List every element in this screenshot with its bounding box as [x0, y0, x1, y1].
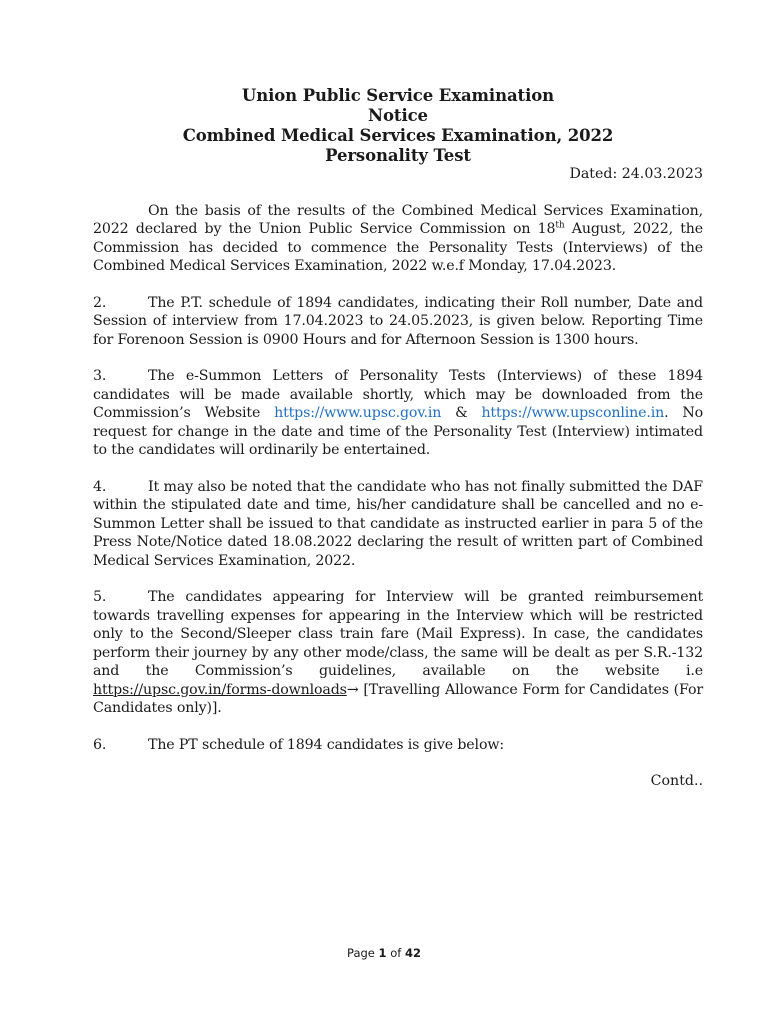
- p5-text-a: The candidates appearing for Interview will be granted reimbursement towards travelling expenses for appearing in the Interview which will be restricted only to the Second/Sleeper class train fare (Mail Express). In case, the candidates perform their journey by any other mode/class, the same will be dealt as per S.R.-132 and the Commission’s guidelines, available on the website i.e: [93, 589, 703, 679]
- p5-number: 5.: [93, 589, 107, 605]
- upsc-website-link[interactable]: https://www.upsc.gov.in: [274, 405, 442, 421]
- total-pages-number: 42: [404, 946, 421, 960]
- paragraph-4: [93, 478, 703, 571]
- p4-number: 4.: [93, 478, 107, 495]
- p5-text-b: [Travelling Allowance Form for Candidates (For Candidates only)].: [93, 681, 703, 716]
- p3-text-b: &: [441, 405, 482, 421]
- p2-text: The P.T. schedule of 1894 candidates, indicating their Roll number, Date and Session of interview from 17.04.2023 to 24.05.2023, is given below. Reporting Time for Forenoon Session is 0900 Hours and for Afternoon Session is 1300 hours.: [93, 294, 703, 348]
- title-block: [93, 86, 703, 166]
- doc-type-title: Notice: [368, 106, 428, 125]
- p6-text: The PT schedule of 1894 candidates is give below:: [148, 736, 504, 753]
- p3-text-c: . No request for change in the date and time of the Personality Test (Interview) intimated to the candidates will ordinarily be entertained.: [93, 405, 703, 458]
- p1-text-a: On the basis of the results of the Combined Medical Services Examination, 2022 declared by the Union Public Service Commission on 18: [93, 202, 703, 237]
- p3-number: 3.: [93, 368, 107, 384]
- page-footer: [0, 946, 768, 960]
- of-word: of: [390, 946, 402, 960]
- exam-title: Combined Medical Services Examination, 2022: [182, 126, 614, 145]
- p4-text: It may also be noted that the candidate who has not finally submitted the DAF within the stipulated date and time, his/her candidature shall be cancelled and no e-Summon Letter shall be issued to that candidate as instructed earlier in para 5 of the Press Note/Notice dated 18.08.2022 declaring the result of written part of Combined Medical Services Examination, 2022.: [93, 478, 703, 569]
- document-page: [93, 86, 703, 791]
- paragraph-1: [93, 202, 703, 276]
- p6-number: 6.: [93, 736, 107, 753]
- p1-text-b: August, 2022, the Commission has decided to commence the Personality Tests (Interviews) of the Combined Medical Services Examination, 2022 w.e.f Monday, 17.04.2023.: [93, 221, 704, 274]
- subject-title: Personality Test: [325, 146, 471, 165]
- paragraph-2: [93, 294, 703, 350]
- paragraph-5: [93, 588, 703, 718]
- p2-number: 2.: [93, 294, 107, 311]
- continued-label: Contd..: [650, 773, 703, 789]
- page-word: Page: [347, 946, 375, 960]
- org-title: Union Public Service Examination: [241, 86, 555, 105]
- dated-label: Dated: 24.03.2023: [569, 166, 703, 182]
- current-page-number: 1: [378, 946, 387, 960]
- forms-downloads-link[interactable]: https://upsc.gov.in/forms-downloads: [93, 681, 347, 698]
- p3-text-a: The e-Summon Letters of Personality Tests (Interviews) of these 1894 candidates will be made available shortly, which may be downloaded from the Commission’s Website: [93, 368, 703, 421]
- arrow-right-icon: →: [346, 681, 359, 698]
- p1-superscript: th: [555, 220, 565, 231]
- paragraph-6: [93, 736, 703, 755]
- paragraph-3: [93, 367, 703, 460]
- upsconline-website-link[interactable]: https://www.upsconline.in: [481, 405, 665, 421]
